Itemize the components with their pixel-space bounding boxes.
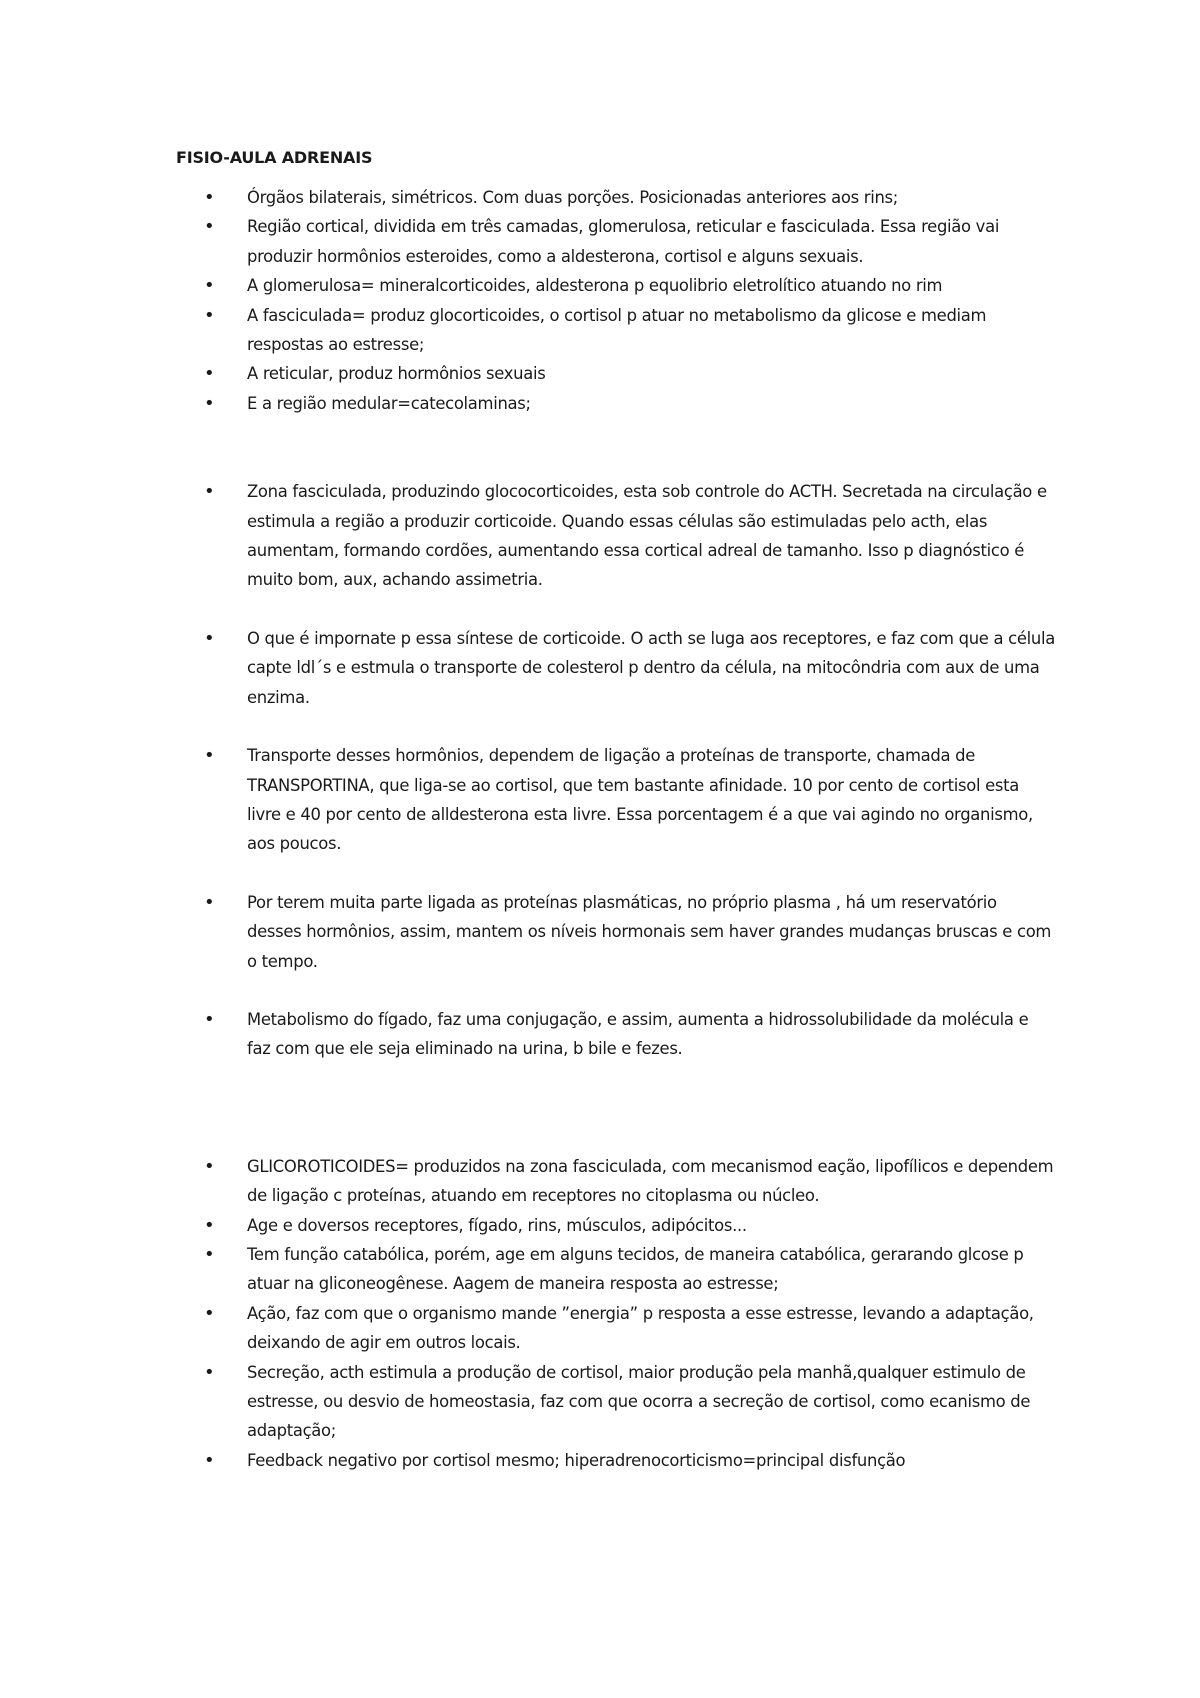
document-title: FISIO-AULA ADRENAIS <box>176 148 373 167</box>
spacer <box>176 712 1056 741</box>
list-item: • E a região medular=catecolaminas; <box>176 389 1056 418</box>
bullet-list-overview <box>176 183 1056 418</box>
list-item: • A fasciculada= produz glocorticoides, o cortisol p atuar no metabolismo da glicose e mediam respostas ao estresse; <box>176 301 1056 360</box>
list-item: • Secreção, acth estimula a produção de cortisol, maior produção pela manhã,qualquer estimulo de estresse, ou desvio de homeostasia, faz com que ocorra a secreção de cortisol, como ecanismo de adaptação; <box>176 1358 1056 1446</box>
list-item: • Tem função catabólica, porém, age em alguns tecidos, de maneira catabólica, gerarando glcose p atuar na gliconeogênese. Aagem de maneira resposta ao estresse; <box>176 1240 1056 1299</box>
bullet-list-transport <box>176 741 1056 859</box>
list-item: • Por terem muita parte ligada as proteínas plasmáticas, no próprio plasma , há um reservatório desses hormônios, assim, mantem os níveis hormonais sem haver grandes mudanças bruscas e com o tempo. <box>176 888 1056 976</box>
list-item: • Zona fasciculada, produzindo glococorticoides, esta sob controle do ACTH. Secretada na circulação e estimula a região a produzir corticoide. Quando essas células são estimuladas pelo acth, elas aumentam, formando cordões, aumentando essa cortical adreal de tamanho. Isso p diagnóstico é muito bom, aux, achando assimetria. <box>176 477 1056 595</box>
list-item: • Age e doversos receptores, fígado, rins, músculos, adipócitos... <box>176 1211 1056 1240</box>
list-item: • Metabolismo do fígado, faz uma conjugação, e assim, aumenta a hidrossolubilidade da molécula e faz com que ele seja eliminado na urina, b bile e fezes. <box>176 1005 1056 1064</box>
list-item: • Transporte desses hormônios, dependem de ligação a proteínas de transporte, chamada de TRANSPORTINA, que liga-se ao cortisol, que tem bastante afinidade. 10 por cento de cortisol esta livre e 40 por cento de alldesterona esta livre. Essa porcentagem é a que vai agindo no organismo, aos poucos. <box>176 741 1056 859</box>
list-item: • Região cortical, dividida em três camadas, glomerulosa, reticular e fasciculada. Essa região vai produzir hormônios esteroides, como a aldesterona, cortisol e alguns sexuais. <box>176 212 1056 271</box>
document-content <box>176 148 1056 1475</box>
spacer <box>176 859 1056 888</box>
bullet-list-metabolism <box>176 1005 1056 1064</box>
bullet-list-glicocorticoides <box>176 1152 1056 1475</box>
spacer <box>176 976 1056 1005</box>
list-item: • A glomerulosa= mineralcorticoides, aldesterona p equolibrio eletrolítico atuando no rim <box>176 271 1056 300</box>
list-item: • A reticular, produz hormônios sexuais <box>176 359 1056 388</box>
spacer <box>176 418 1056 477</box>
spacer <box>176 595 1056 624</box>
spacer <box>176 1064 1056 1152</box>
bullet-list-synthesis <box>176 624 1056 712</box>
list-item: • GLICOROTICOIDES= produzidos na zona fasciculada, com mecanismod eação, lipofílicos e dependem de ligação c proteínas, atuando em receptores no citoplasma ou núcleo. <box>176 1152 1056 1211</box>
list-item: • Órgãos bilaterais, simétricos. Com duas porções. Posicionadas anteriores aos rins; <box>176 183 1056 212</box>
bullet-list-fasciculada <box>176 477 1056 595</box>
list-item: • O que é impornate p essa síntese de corticoide. O acth se luga aos receptores, e faz com que a célula capte ldl´s e estmula o transporte de colesterol p dentro da célula, na mitocôndria com aux de uma enzima. <box>176 624 1056 712</box>
list-item: • Ação, faz com que o organismo mande ”energia” p resposta a esse estresse, levando a adaptação, deixando de agir em outros locais. <box>176 1299 1056 1358</box>
bullet-list-reservoir <box>176 888 1056 976</box>
list-item: • Feedback negativo por cortisol mesmo; hiperadrenocorticismo=principal disfunção <box>176 1446 1056 1475</box>
